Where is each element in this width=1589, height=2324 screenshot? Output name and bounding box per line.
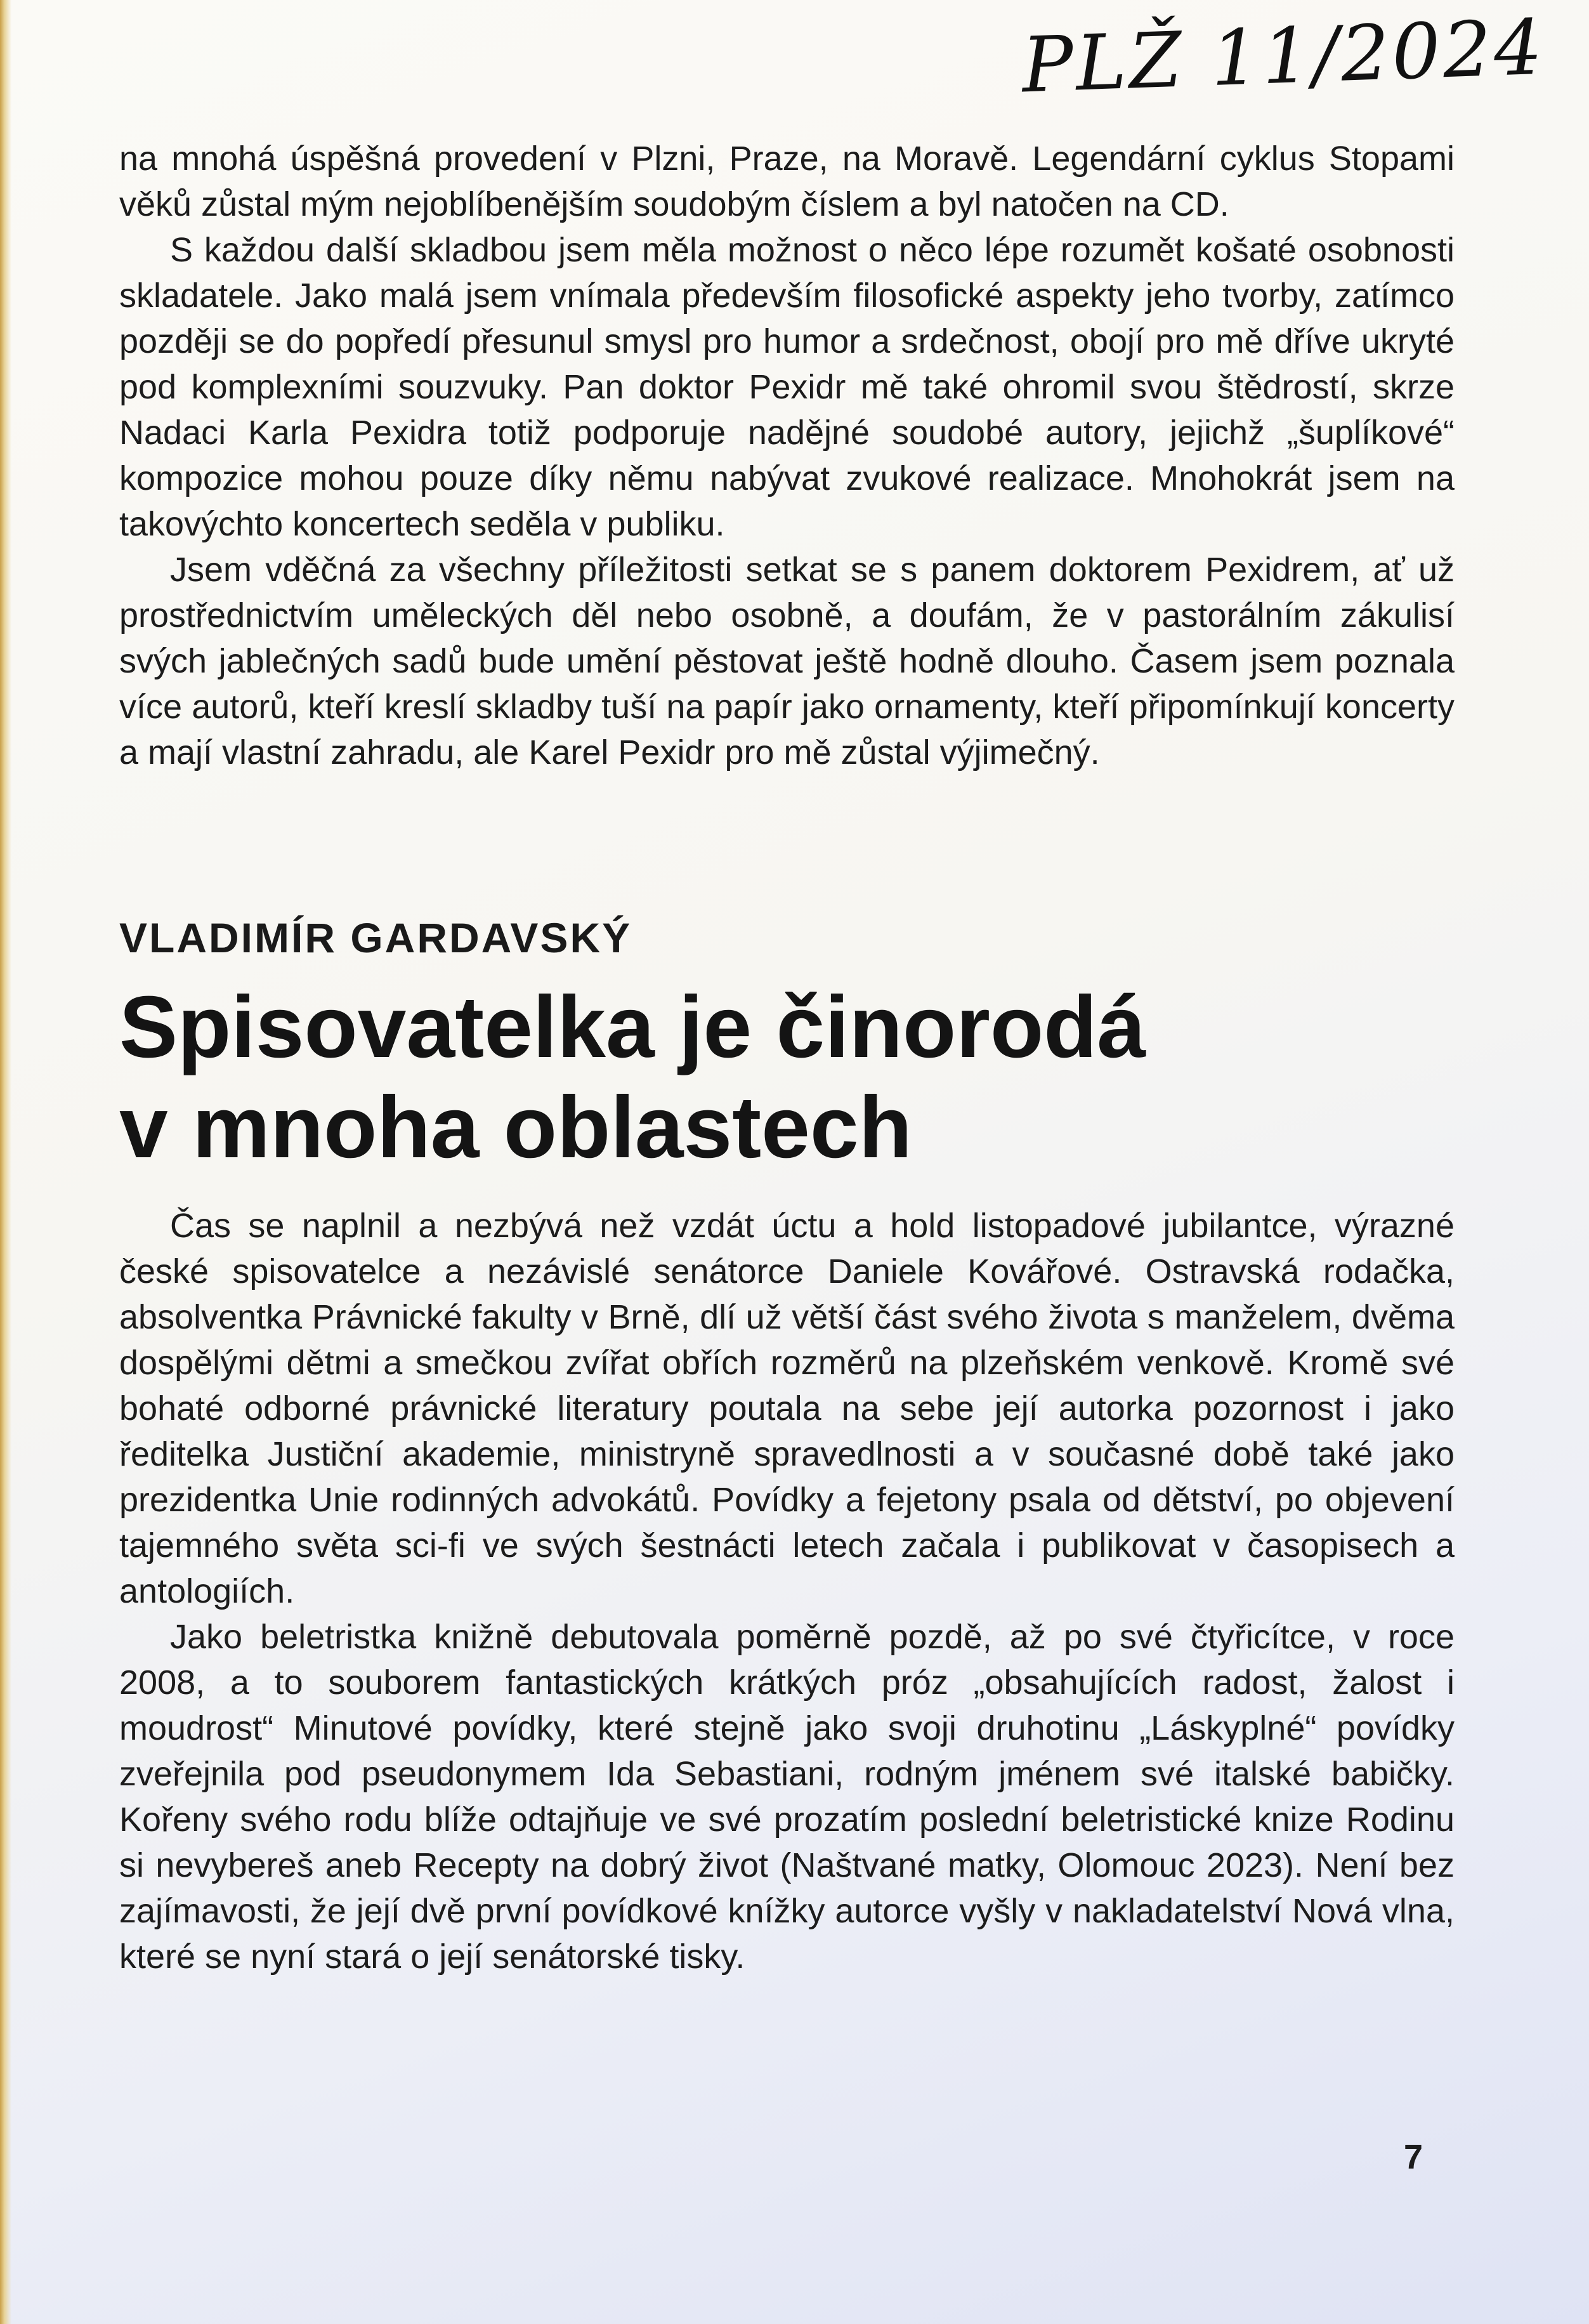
article-author: VLADIMÍR GARDAVSKÝ (119, 914, 632, 961)
article-title (119, 977, 1455, 1178)
article (119, 912, 1455, 1979)
article-title-line: Spisovatelka je činorodá (119, 978, 1146, 1076)
article-title-line: v mnoha oblastech (119, 1079, 912, 1176)
paragraph: S každou další skladbou jsem měla možnost o něco lépe rozumět košaté osobnosti skladatele. Jako malá jsem vnímala především filosofické aspekty jeho tvorby, zatímco později se do popředí přesunul smysl pro humor a srdečnost, obojí pro mě dříve ukryté pod komplexními souzvuky. Pan doktor Pexidr mě také ohromil svou štědrostí, skrze Nadaci Karla Pexidra totiž podporuje nadějné soudobé autory, jejichž „šuplíkové“ kompozice mohou pouze díky němu nabývat zvukové realizace. Mnohokrát jsem na takovýchto koncertech seděla v publiku. (119, 231, 1455, 543)
paragraph: Čas se naplnil a nezbývá než vzdát úctu a hold listopadové jubilantce, výrazné české spisovatelce a nezávislé senátorce Daniele Kovářové. Ostravská rodačka, absolventka Právnické fakulty v Brně, dlí už větší část svého života s manželem, dvěma dospělými dětmi a smečkou zvířat obřích rozměrů na plzeňském venkově. Kromě své bohaté odborné právnické literatury poutala na sebe její autorka pozornost i jako ředitelka Justiční akademie, ministryně spravedlnosti a v současné době také jako prezidentka Unie rodinných advokátů. Povídky a fejetony psala od dětství, po objevení tajemného světa sci-fi ve svých šestnácti letech začala i publikovat v časopisech a antologiích. (119, 1207, 1455, 1610)
handwritten-annotation: PLŽ 11/2024 (1020, 3, 1546, 110)
previous-article-continuation (119, 136, 1455, 775)
paragraph: na mnohá úspěšná provedení v Plzni, Praze, na Moravě. Legendární cyklus Stopami věků zůstal mým nejoblíbenějším soudobým číslem a byl natočen na CD. (119, 140, 1455, 223)
page-number: 7 (1404, 2138, 1423, 2176)
page-edge (0, 0, 11, 2324)
paragraph: Jsem vděčná za všechny příležitosti setkat se s panem doktorem Pexidrem, ať už prostřednictvím uměleckých děl nebo osobně, a doufám, že v pastorálním zákulisí svých jablečných sadů bude umění pěstovat ještě hodně dlouho. Časem jsem poznala více autorů, kteří kreslí skladby tuší na papír jako ornamenty, kteří připomínkují koncerty a mají vlastní zahradu, ale Karel Pexidr pro mě zůstal výjimečný. (119, 551, 1455, 771)
paragraph: Jako beletristka knižně debutovala poměrně pozdě, až po své čtyřicítce, v roce 2008, a to souborem fantastických krátkých próz „obsahujících radost, žalost i moudrost“ Minutové povídky, které stejně jako svoji druhotinu „Láskyplné“ povídky zveřejnila pod pseudonymem Ida Sebastiani, rodným jménem své italské babičky. Kořeny svého rodu blíže odtajňuje ve své prozatím poslední beletristické knize Rodinu si nevybereš aneb Recepty na dobrý život (Naštvané matky, Olomouc 2023). Není bez zajímavosti, že její dvě první povídkové knížky autorce vyšly v nakladatelství Nová vlna, které se nyní stará o její senátorské tisky. (119, 1618, 1455, 1976)
